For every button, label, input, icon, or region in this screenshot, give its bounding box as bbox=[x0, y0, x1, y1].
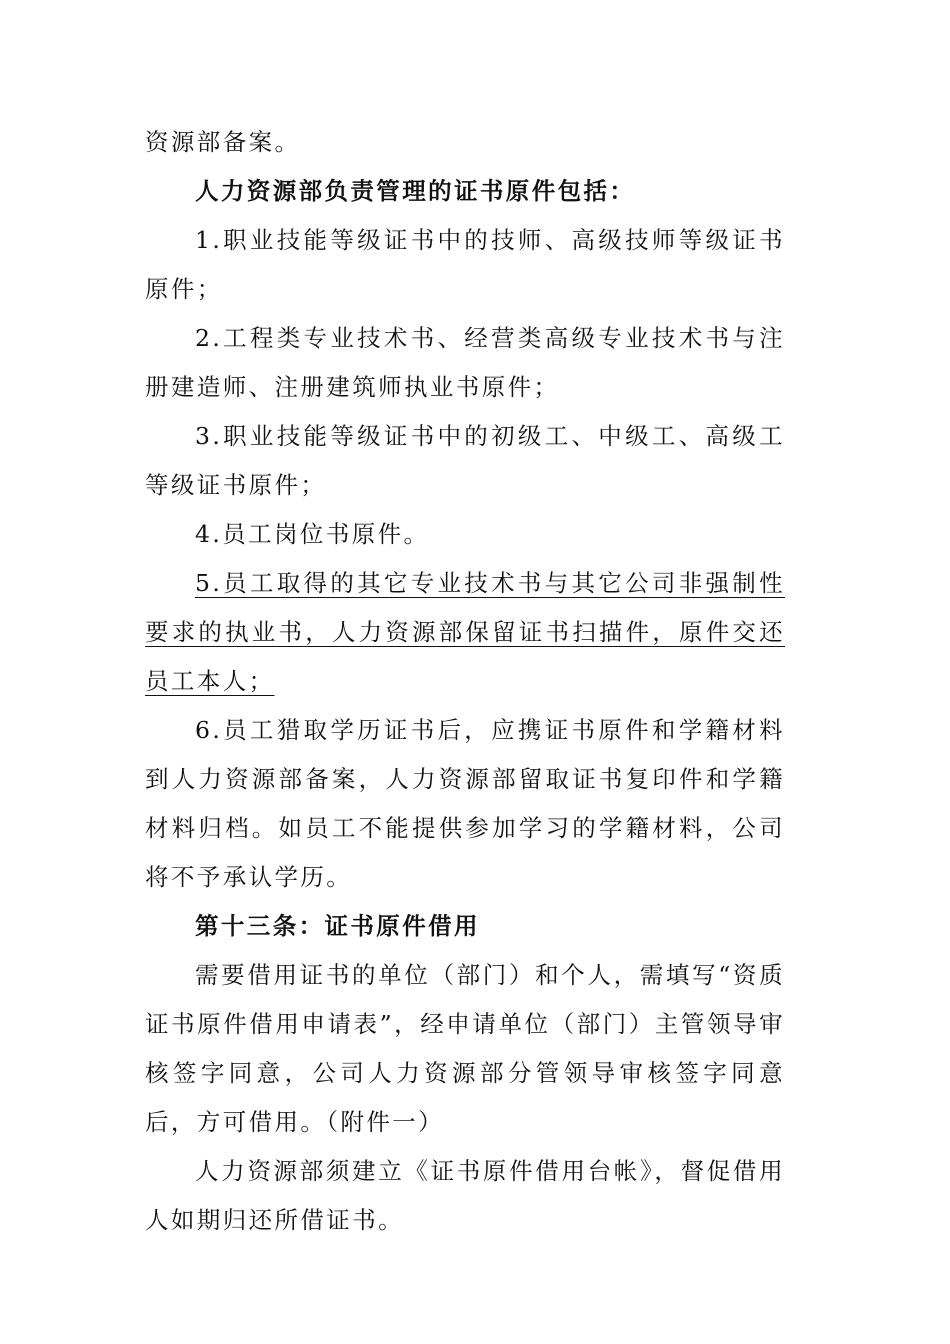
section-heading-managed-certificates: 人力资源部负责管理的证书原件包括： bbox=[195, 177, 636, 205]
list-item-1: 1.职业技能等级证书中的技师、高级技师等级证书原件； bbox=[145, 226, 785, 303]
paragraph-continuation: 资源部备案。 bbox=[145, 128, 301, 156]
list-item-3: 3.职业技能等级证书中的初级工、中级工、高级工等级证书原件； bbox=[145, 422, 785, 499]
list-item-2: 2.工程类专业技术书、经营类高级专业技术书与注册建造师、注册建筑师执业书原件； bbox=[145, 324, 785, 401]
list-item-6: 6.员工猎取学历证书后，应携证书原件和学籍材料到人力资源部备案，人力资源部留取证书复印件和学籍材料归档。如员工不能提供参加学习的学籍材料，公司将不予承认学历。 bbox=[145, 716, 785, 891]
underlined-text: 5.员工取得的其它专业技术书与其它公司非强制性要求的执业书，人力资源部保留证书扫描件，原件交还员工本人； bbox=[145, 569, 785, 695]
paragraph-borrowing-procedure: 需要借用证书的单位（部门）和个人，需填写“资质证书原件借用申请表”，经申请单位（部门）主管领导审核签字同意，公司人力资源部分管领导审核签字同意后，方可借用。（附件一） bbox=[145, 961, 785, 1136]
document-page bbox=[145, 118, 785, 1245]
paragraph-borrowing-ledger: 人力资源部须建立《证书原件借用台帐》，督促借用人如期归还所借证书。 bbox=[145, 1157, 785, 1234]
list-item-5 bbox=[145, 559, 785, 706]
list-item-4: 4.员工岗位书原件。 bbox=[195, 520, 430, 548]
article-13-heading: 第十三条：证书原件借用 bbox=[195, 912, 480, 940]
